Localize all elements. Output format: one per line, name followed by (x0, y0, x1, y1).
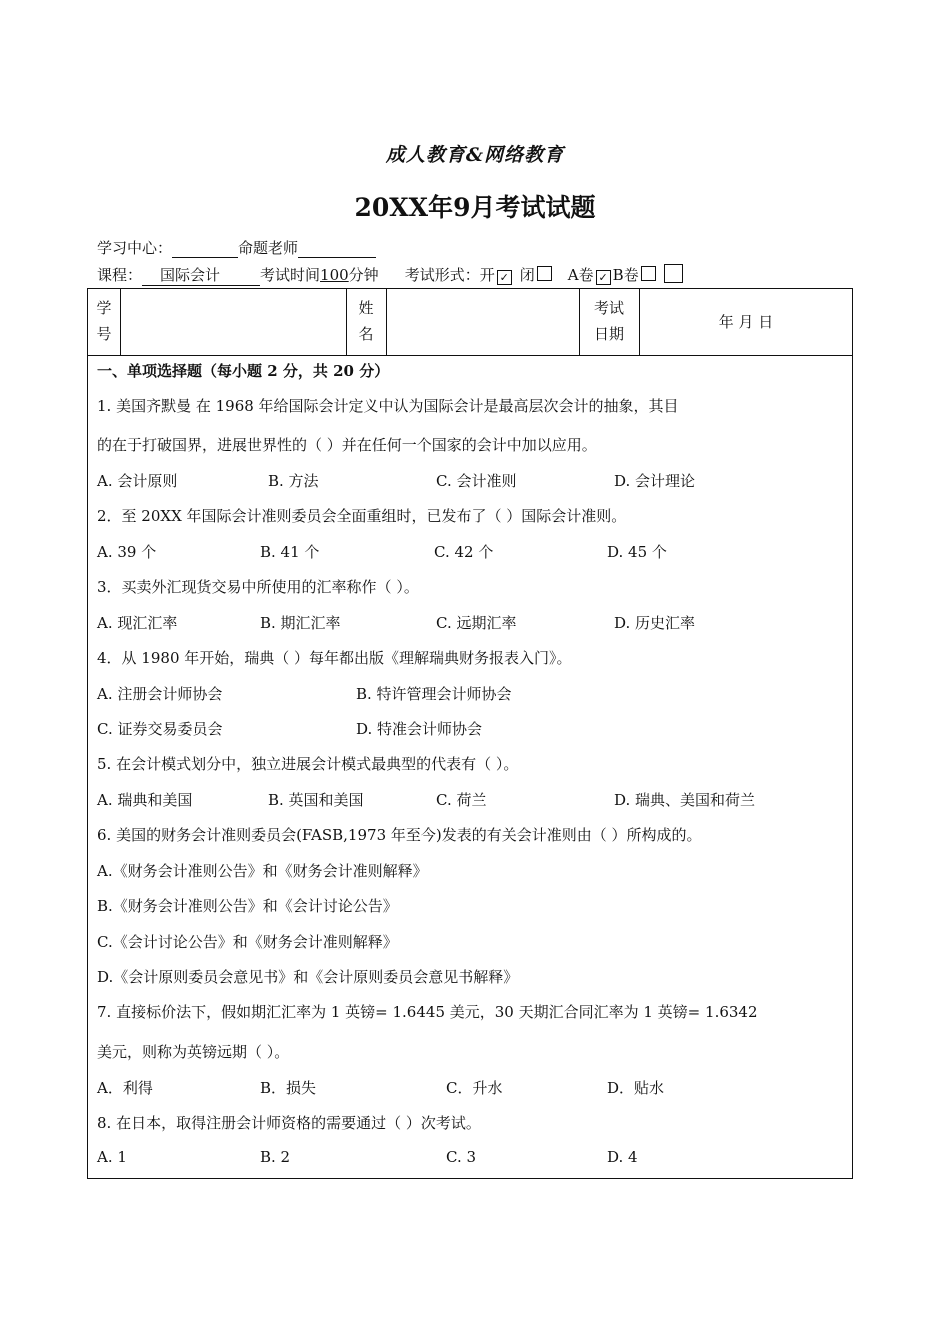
q3-option-a[interactable]: A. 现汇汇率 (97, 614, 178, 632)
q6-option-b[interactable]: B.《财务会计准则公告》和《会计讨论公告》 (97, 897, 398, 915)
exam-title: 20XX年9月考试试题 (354, 193, 596, 222)
q8-line1: 8. 在日本，取得注册会计师资格的需要通过（ ）次考试。 (97, 1114, 481, 1132)
time-label: 考试时间 (260, 266, 321, 284)
paper-b-checkbox[interactable] (641, 266, 656, 281)
q4-option-d[interactable]: D. 特准会计师协会 (356, 720, 483, 738)
section-title: 一、单项选择题（每小题 2 分，共 20 分） (97, 362, 390, 380)
q7-line2: 美元，则称为英镑远期（ ）。 (97, 1043, 290, 1061)
center-blank[interactable] (172, 241, 238, 258)
closed-checkbox[interactable] (537, 266, 552, 281)
q7-option-b[interactable]: B．损失 (260, 1079, 317, 1097)
q5-line1: 5. 在会计模式划分中，独立进展会计模式最典型的代表有（ ）。 (97, 755, 519, 773)
header-row (88, 289, 852, 356)
q1-option-b[interactable]: B. 方法 (268, 472, 319, 490)
q2-option-b[interactable]: B. 41 个 (260, 543, 320, 561)
extra-box[interactable] (664, 264, 683, 283)
paper-a-label: A卷 (567, 266, 594, 284)
q6-option-c[interactable]: C.《会计讨论公告》和《财务会计准则解释》 (97, 933, 398, 951)
q4-line1: 4．从 1980 年开始，瑞典（ ）每年都出版《理解瑞典财务报表入门》。 (97, 649, 572, 667)
q1-line2: 的在于打破国界，进展世界性的（ ）并在任何一个国家的会计中加以应用。 (97, 436, 597, 454)
q6-line1: 6. 美国的财务会计准则委员会(FASB,1973 年至今)发表的有关会计准则由（ ）所构成的。 (97, 826, 702, 844)
q7-option-a[interactable]: A．利得 (97, 1079, 153, 1097)
teacher-label: 命题老师 (238, 239, 299, 257)
q3-option-c[interactable]: C. 远期汇率 (436, 614, 517, 632)
course-label: 课程： (97, 266, 143, 284)
closed-label: 闭 (519, 266, 535, 284)
q5-option-c[interactable]: C. 荷兰 (436, 791, 487, 809)
q2-option-a[interactable]: A. 39 个 (97, 543, 157, 561)
student-id-field[interactable] (121, 289, 345, 355)
q6-option-a[interactable]: A.《财务会计准则公告》和《财务会计准则解释》 (97, 862, 428, 880)
q5-option-d[interactable]: D. 瑞典、美国和荷兰 (614, 791, 756, 809)
institution-title: 成人教育&网络教育 (385, 144, 565, 166)
name-field[interactable] (387, 289, 578, 355)
q4-option-b[interactable]: B. 特许管理会计师协会 (356, 685, 512, 703)
q4-option-a[interactable]: A. 注册会计师协会 (97, 685, 223, 703)
open-checkbox[interactable]: ✓ (497, 270, 512, 285)
q8-option-c[interactable]: C. 3 (446, 1148, 477, 1166)
time-unit: 分钟 (348, 266, 379, 284)
exam-date-value[interactable]: 年 月 日 (718, 313, 774, 331)
q3-option-b[interactable]: B. 期汇汇率 (260, 614, 341, 632)
form-label: 考试形式：开 (404, 266, 495, 284)
q1-option-c[interactable]: C. 会计准则 (436, 472, 517, 490)
q1-line1: 1. 美国齐默曼 在 1968 年给国际会计定义中认为国际会计是最高层次会计的抽象，其目 (97, 397, 679, 415)
q2-option-c[interactable]: C. 42 个 (434, 543, 494, 561)
q6-option-d[interactable]: D.《会计原则委员会意见书》和《会计原则委员会意见书解释》 (97, 968, 519, 986)
q7-line1: 7. 直接标价法下，假如期汇汇率为 1 英镑= 1.6445 美元，30 天期汇合同汇率为 1 英镑= 1.6342 (97, 1003, 758, 1021)
center-teacher-line (97, 237, 376, 258)
q5-option-b[interactable]: B. 英国和美国 (268, 791, 364, 809)
q8-option-a[interactable]: A. 1 (97, 1148, 127, 1166)
exam-date-label: 考试 日期 (593, 299, 624, 343)
q4-option-c[interactable]: C. 证券交易委员会 (97, 720, 223, 738)
q7-option-c[interactable]: C．升水 (446, 1079, 503, 1097)
exam-frame (87, 288, 853, 1179)
time-value: 100 (320, 266, 349, 284)
q1-option-a[interactable]: A. 会计原则 (97, 472, 178, 490)
q1-option-d[interactable]: D. 会计理论 (614, 472, 696, 490)
course-value: 国际会计 (142, 264, 260, 286)
q7-option-d[interactable]: D．贴水 (607, 1079, 665, 1097)
q2-line1: 2．至 20XX 年国际会计准则委员会全面重组时，已发布了（ ）国际会计准则。 (97, 507, 627, 525)
q8-option-b[interactable]: B. 2 (260, 1148, 291, 1166)
q8-option-d[interactable]: D. 4 (607, 1148, 638, 1166)
q3-line1: 3．买卖外汇现货交易中所使用的汇率称作（ ）。 (97, 578, 419, 596)
q2-option-d[interactable]: D. 45 个 (607, 543, 667, 561)
student-id-label: 学 号 (96, 299, 112, 343)
teacher-blank[interactable] (298, 241, 376, 258)
center-label: 学习中心： (97, 239, 173, 257)
q5-option-a[interactable]: A. 瑞典和美国 (97, 791, 193, 809)
q3-option-d[interactable]: D. 历史汇率 (614, 614, 696, 632)
paper-b-label: B卷 (612, 266, 639, 284)
name-label: 姓 名 (358, 299, 374, 343)
paper-a-checkbox[interactable]: ✓ (596, 270, 611, 285)
course-line (97, 264, 683, 286)
